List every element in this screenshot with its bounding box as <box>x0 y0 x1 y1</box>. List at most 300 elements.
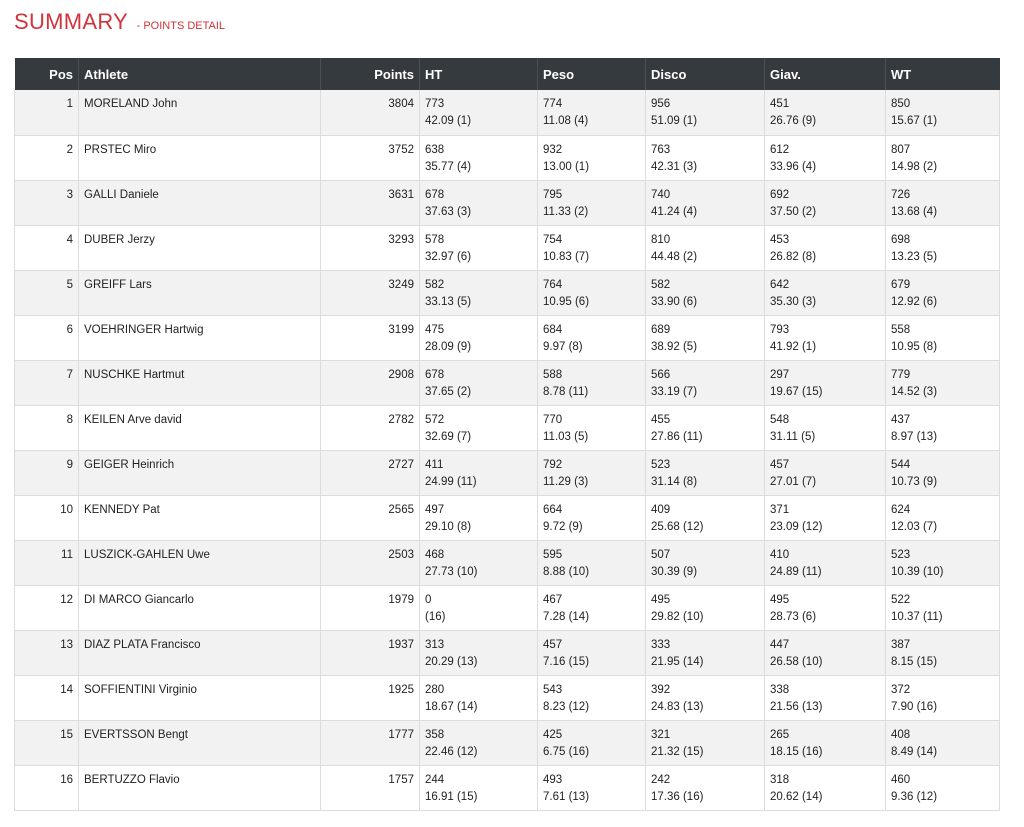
cell-giav <box>765 225 886 270</box>
event-result: 17.36 (16) <box>651 790 704 803</box>
event-points: 387 <box>891 638 911 651</box>
cell-giav <box>765 495 886 540</box>
cell-pos: 15 <box>15 720 79 765</box>
cell-athlete: VOEHRINGER Hartwig <box>79 315 321 360</box>
event-points: 409 <box>651 503 671 516</box>
cell-giav <box>765 450 886 495</box>
cell-disco <box>646 765 765 810</box>
cell-wt <box>886 450 1000 495</box>
event-result: 27.01 (7) <box>770 475 817 488</box>
cell-pos: 11 <box>15 540 79 585</box>
cell-ht <box>420 675 538 720</box>
event-result: 9.36 (12) <box>891 790 938 803</box>
cell-giav <box>765 585 886 630</box>
event-points: 468 <box>425 548 445 561</box>
event-result: 8.49 (14) <box>891 745 938 758</box>
event-points: 566 <box>651 368 671 381</box>
cell-giav <box>765 360 886 405</box>
event-points: 678 <box>425 368 445 381</box>
cell-athlete: LUSZICK-GAHLEN Uwe <box>79 540 321 585</box>
event-points: 679 <box>891 278 911 291</box>
cell-ht <box>420 360 538 405</box>
cell-peso <box>538 540 646 585</box>
cell-disco <box>646 270 765 315</box>
event-points: 333 <box>651 638 671 651</box>
event-result: 21.56 (13) <box>770 700 823 713</box>
cell-disco <box>646 540 765 585</box>
cell-wt <box>886 720 1000 765</box>
cell-ht <box>420 720 538 765</box>
event-points: 807 <box>891 143 911 156</box>
table-row <box>15 630 1000 675</box>
event-result: 24.83 (13) <box>651 700 704 713</box>
event-result: 7.28 (14) <box>543 610 590 623</box>
cell-athlete: NUSCHKE Hartmut <box>79 360 321 405</box>
table-row <box>15 315 1000 360</box>
event-result: 20.62 (14) <box>770 790 823 803</box>
event-result: 8.88 (10) <box>543 565 590 578</box>
event-points: 497 <box>425 503 445 516</box>
cell-points: 2908 <box>321 360 420 405</box>
event-result: 35.77 (4) <box>425 160 472 173</box>
event-result: 33.96 (4) <box>770 160 817 173</box>
column-header-points[interactable]: Points <box>321 58 420 90</box>
event-points: 763 <box>651 143 671 156</box>
cell-athlete: DUBER Jerzy <box>79 225 321 270</box>
cell-ht <box>420 585 538 630</box>
event-points: 779 <box>891 368 911 381</box>
cell-disco <box>646 225 765 270</box>
event-points: 495 <box>770 593 790 606</box>
cell-points: 3249 <box>321 270 420 315</box>
event-result: 29.10 (8) <box>425 520 472 533</box>
cell-ht <box>420 540 538 585</box>
cell-wt <box>886 585 1000 630</box>
event-points: 297 <box>770 368 790 381</box>
table-row <box>15 720 1000 765</box>
event-points: 392 <box>651 683 671 696</box>
event-points: 774 <box>543 98 563 110</box>
cell-wt <box>886 630 1000 675</box>
event-points: 588 <box>543 368 563 381</box>
cell-disco <box>646 135 765 180</box>
event-result: 9.97 (8) <box>543 340 583 353</box>
cell-disco <box>646 315 765 360</box>
event-points: 425 <box>543 728 563 741</box>
event-result: 23.09 (12) <box>770 520 823 533</box>
event-points: 495 <box>651 593 671 606</box>
event-result: 14.52 (3) <box>891 385 938 398</box>
event-points: 612 <box>770 143 790 156</box>
event-result: 10.37 (11) <box>891 610 943 623</box>
cell-giav <box>765 405 886 450</box>
event-points: 451 <box>770 98 790 110</box>
event-points: 810 <box>651 233 671 246</box>
cell-pos: 12 <box>15 585 79 630</box>
event-result: 22.46 (12) <box>425 745 478 758</box>
cell-points: 1777 <box>321 720 420 765</box>
event-result: 41.92 (1) <box>770 340 817 353</box>
event-result: 13.68 (4) <box>891 205 938 218</box>
points-detail-table <box>14 58 1000 811</box>
event-result: 7.61 (13) <box>543 790 590 803</box>
event-result: 33.13 (5) <box>425 295 472 308</box>
cell-wt <box>886 405 1000 450</box>
event-points: 684 <box>543 323 563 336</box>
event-points: 265 <box>770 728 790 741</box>
event-result: 10.95 (8) <box>891 340 938 353</box>
event-result: 8.78 (11) <box>543 385 589 398</box>
table-row <box>15 270 1000 315</box>
event-result: 11.08 (4) <box>543 115 589 127</box>
table-row <box>15 360 1000 405</box>
column-header-athlete[interactable]: Athlete <box>79 58 321 90</box>
event-points: 408 <box>891 728 911 741</box>
cell-pos: 16 <box>15 765 79 810</box>
column-header-ht[interactable]: HT <box>420 58 538 90</box>
cell-athlete: MORELAND John <box>79 90 321 135</box>
event-points: 956 <box>651 98 671 110</box>
cell-points: 2503 <box>321 540 420 585</box>
event-result: 35.30 (3) <box>770 295 817 308</box>
page-title: SUMMARY <box>14 9 129 34</box>
cell-peso <box>538 225 646 270</box>
cell-peso <box>538 630 646 675</box>
cell-athlete: DI MARCO Giancarlo <box>79 585 321 630</box>
event-result: 7.16 (15) <box>543 655 590 668</box>
cell-disco <box>646 675 765 720</box>
cell-peso <box>538 450 646 495</box>
event-points: 773 <box>425 98 445 110</box>
cell-peso <box>538 90 646 135</box>
cell-peso <box>538 675 646 720</box>
event-result: 19.67 (15) <box>770 385 823 398</box>
cell-ht <box>420 180 538 225</box>
cell-wt <box>886 315 1000 360</box>
event-points: 664 <box>543 503 563 516</box>
cell-peso <box>538 315 646 360</box>
cell-athlete: BERTUZZO Flavio <box>79 765 321 810</box>
event-result: 42.09 (1) <box>425 115 472 127</box>
cell-peso <box>538 495 646 540</box>
cell-giav <box>765 765 886 810</box>
cell-disco <box>646 495 765 540</box>
cell-disco <box>646 450 765 495</box>
event-result: 31.14 (8) <box>651 475 698 488</box>
event-result: 8.23 (12) <box>543 700 590 713</box>
cell-pos: 2 <box>15 135 79 180</box>
event-points: 244 <box>425 773 445 786</box>
cell-giav <box>765 315 886 360</box>
event-points: 437 <box>891 413 911 426</box>
event-points: 0 <box>425 593 432 606</box>
table-row <box>15 585 1000 630</box>
event-result: 9.72 (9) <box>543 520 583 533</box>
cell-ht <box>420 270 538 315</box>
cell-points: 1937 <box>321 630 420 675</box>
event-result: 37.50 (2) <box>770 205 817 218</box>
event-points: 543 <box>543 683 563 696</box>
event-points: 457 <box>770 458 790 471</box>
event-points: 523 <box>891 548 911 561</box>
cell-ht <box>420 495 538 540</box>
event-result: 7.90 (16) <box>891 700 938 713</box>
event-result: 37.65 (2) <box>425 385 472 398</box>
event-points: 795 <box>543 188 563 201</box>
event-points: 678 <box>425 188 445 201</box>
table-row <box>15 180 1000 225</box>
event-result: 8.97 (13) <box>891 430 938 443</box>
cell-athlete: SOFFIENTINI Virginio <box>79 675 321 720</box>
event-points: 280 <box>425 683 445 696</box>
cell-points: 1925 <box>321 675 420 720</box>
cell-peso <box>538 270 646 315</box>
event-result: 10.39 (10) <box>891 565 944 578</box>
cell-peso <box>538 405 646 450</box>
cell-pos: 3 <box>15 180 79 225</box>
table-row <box>15 90 1000 135</box>
event-points: 638 <box>425 143 445 156</box>
cell-wt <box>886 360 1000 405</box>
event-result: 6.75 (16) <box>543 745 590 758</box>
cell-peso <box>538 180 646 225</box>
event-result: 13.23 (5) <box>891 250 938 263</box>
event-result: 25.68 (12) <box>651 520 704 533</box>
event-points: 754 <box>543 233 563 246</box>
event-points: 582 <box>425 278 445 291</box>
cell-disco <box>646 180 765 225</box>
cell-points: 2565 <box>321 495 420 540</box>
cell-pos: 9 <box>15 450 79 495</box>
cell-wt <box>886 225 1000 270</box>
cell-wt <box>886 675 1000 720</box>
event-result: 11.03 (5) <box>543 430 589 443</box>
cell-pos: 13 <box>15 630 79 675</box>
cell-pos: 7 <box>15 360 79 405</box>
cell-giav <box>765 135 886 180</box>
event-points: 371 <box>770 503 790 516</box>
event-result: 24.89 (11) <box>770 565 822 578</box>
event-result: 30.39 (9) <box>651 565 698 578</box>
cell-peso <box>538 765 646 810</box>
event-points: 932 <box>543 143 563 156</box>
cell-disco <box>646 360 765 405</box>
event-result: 27.73 (10) <box>425 565 478 578</box>
cell-ht <box>420 405 538 450</box>
event-result: 18.67 (14) <box>425 700 478 713</box>
event-result: 33.90 (6) <box>651 295 698 308</box>
event-points: 726 <box>891 188 911 201</box>
column-header-peso[interactable]: Peso <box>538 58 646 90</box>
cell-wt <box>886 495 1000 540</box>
event-points: 372 <box>891 683 911 696</box>
cell-disco <box>646 630 765 675</box>
page-subtitle: - POINTS DETAIL <box>136 20 226 32</box>
event-points: 447 <box>770 638 790 651</box>
event-result: (16) <box>425 610 446 623</box>
cell-wt <box>886 270 1000 315</box>
event-points: 338 <box>770 683 790 696</box>
event-points: 740 <box>651 188 671 201</box>
event-result: 32.69 (7) <box>425 430 472 443</box>
cell-giav <box>765 90 886 135</box>
event-result: 44.48 (2) <box>651 250 698 263</box>
event-result: 33.19 (7) <box>651 385 698 398</box>
cell-points: 3199 <box>321 315 420 360</box>
cell-athlete: DIAZ PLATA Francisco <box>79 630 321 675</box>
event-result: 11.33 (2) <box>543 205 589 218</box>
event-result: 27.86 (11) <box>651 430 703 443</box>
column-header-disco[interactable]: Disco <box>646 58 765 90</box>
table-row <box>15 135 1000 180</box>
cell-peso <box>538 135 646 180</box>
cell-ht <box>420 90 538 135</box>
cell-pos: 14 <box>15 675 79 720</box>
cell-points: 3752 <box>321 135 420 180</box>
column-header-giav[interactable]: Giav. <box>765 58 886 90</box>
table-row <box>15 765 1000 810</box>
event-result: 29.82 (10) <box>651 610 704 623</box>
cell-pos: 8 <box>15 405 79 450</box>
event-points: 850 <box>891 98 911 110</box>
cell-athlete: KENNEDY Pat <box>79 495 321 540</box>
event-points: 358 <box>425 728 445 741</box>
event-points: 558 <box>891 323 911 336</box>
cell-giav <box>765 675 886 720</box>
cell-pos: 10 <box>15 495 79 540</box>
cell-pos: 6 <box>15 315 79 360</box>
cell-wt <box>886 135 1000 180</box>
event-points: 455 <box>651 413 671 426</box>
event-result: 31.11 (5) <box>770 430 816 443</box>
event-points: 507 <box>651 548 671 561</box>
event-points: 467 <box>543 593 563 606</box>
event-points: 689 <box>651 323 671 336</box>
cell-giav <box>765 630 886 675</box>
table-row <box>15 405 1000 450</box>
cell-peso <box>538 360 646 405</box>
cell-points: 3631 <box>321 180 420 225</box>
cell-pos: 1 <box>15 90 79 135</box>
event-points: 764 <box>543 278 563 291</box>
cell-ht <box>420 450 538 495</box>
cell-athlete: GALLI Daniele <box>79 180 321 225</box>
event-result: 42.31 (3) <box>651 160 698 173</box>
cell-points: 2727 <box>321 450 420 495</box>
event-points: 457 <box>543 638 563 651</box>
event-points: 411 <box>425 458 444 471</box>
event-result: 28.09 (9) <box>425 340 472 353</box>
column-header-wt[interactable]: WT <box>886 58 1000 90</box>
table-header-row <box>15 58 1000 90</box>
event-points: 692 <box>770 188 790 201</box>
event-result: 11.29 (3) <box>543 475 589 488</box>
event-result: 37.63 (3) <box>425 205 472 218</box>
event-result: 8.15 (15) <box>891 655 938 668</box>
table-row <box>15 495 1000 540</box>
event-points: 572 <box>425 413 445 426</box>
cell-wt <box>886 180 1000 225</box>
cell-pos: 5 <box>15 270 79 315</box>
cell-ht <box>420 630 538 675</box>
event-result: 12.03 (7) <box>891 520 938 533</box>
cell-giav <box>765 720 886 765</box>
event-result: 26.76 (9) <box>770 115 817 127</box>
cell-disco <box>646 90 765 135</box>
event-result: 51.09 (1) <box>651 115 698 127</box>
cell-ht <box>420 765 538 810</box>
table-row <box>15 675 1000 720</box>
event-points: 595 <box>543 548 563 561</box>
event-result: 20.29 (13) <box>425 655 478 668</box>
cell-athlete: PRSTEC Miro <box>79 135 321 180</box>
event-result: 26.58 (10) <box>770 655 823 668</box>
event-points: 475 <box>425 323 445 336</box>
cell-ht <box>420 135 538 180</box>
cell-points: 3293 <box>321 225 420 270</box>
event-points: 792 <box>543 458 563 471</box>
event-result: 13.00 (1) <box>543 160 590 173</box>
event-result: 14.98 (2) <box>891 160 938 173</box>
event-points: 460 <box>891 773 911 786</box>
cell-points: 1979 <box>321 585 420 630</box>
event-result: 10.95 (6) <box>543 295 590 308</box>
cell-ht <box>420 225 538 270</box>
cell-peso <box>538 720 646 765</box>
event-points: 242 <box>651 773 671 786</box>
table-row <box>15 225 1000 270</box>
table-row <box>15 540 1000 585</box>
table-row <box>15 450 1000 495</box>
event-result: 12.92 (6) <box>891 295 938 308</box>
event-result: 38.92 (5) <box>651 340 698 353</box>
event-points: 698 <box>891 233 911 246</box>
cell-athlete: EVERTSSON Bengt <box>79 720 321 765</box>
event-points: 313 <box>425 638 445 651</box>
event-points: 410 <box>770 548 790 561</box>
event-result: 21.32 (15) <box>651 745 704 758</box>
cell-wt <box>886 90 1000 135</box>
event-points: 522 <box>891 593 911 606</box>
event-points: 793 <box>770 323 790 336</box>
event-points: 493 <box>543 773 563 786</box>
event-result: 18.15 (16) <box>770 745 823 758</box>
event-points: 523 <box>651 458 671 471</box>
cell-giav <box>765 540 886 585</box>
cell-points: 2782 <box>321 405 420 450</box>
column-header-pos[interactable]: Pos <box>15 58 79 90</box>
event-points: 624 <box>891 503 911 516</box>
event-result: 16.91 (15) <box>425 790 478 803</box>
cell-peso <box>538 585 646 630</box>
event-points: 582 <box>651 278 671 291</box>
event-points: 544 <box>891 458 911 471</box>
cell-disco <box>646 585 765 630</box>
event-result: 24.99 (11) <box>425 475 477 488</box>
event-result: 10.83 (7) <box>543 250 590 263</box>
cell-wt <box>886 540 1000 585</box>
cell-giav <box>765 270 886 315</box>
event-result: 28.73 (6) <box>770 610 817 623</box>
event-points: 318 <box>770 773 790 786</box>
event-result: 21.95 (14) <box>651 655 704 668</box>
event-points: 453 <box>770 233 790 246</box>
cell-ht <box>420 315 538 360</box>
event-points: 770 <box>543 413 563 426</box>
event-points: 642 <box>770 278 790 291</box>
event-result: 41.24 (4) <box>651 205 698 218</box>
cell-athlete: GREIFF Lars <box>79 270 321 315</box>
